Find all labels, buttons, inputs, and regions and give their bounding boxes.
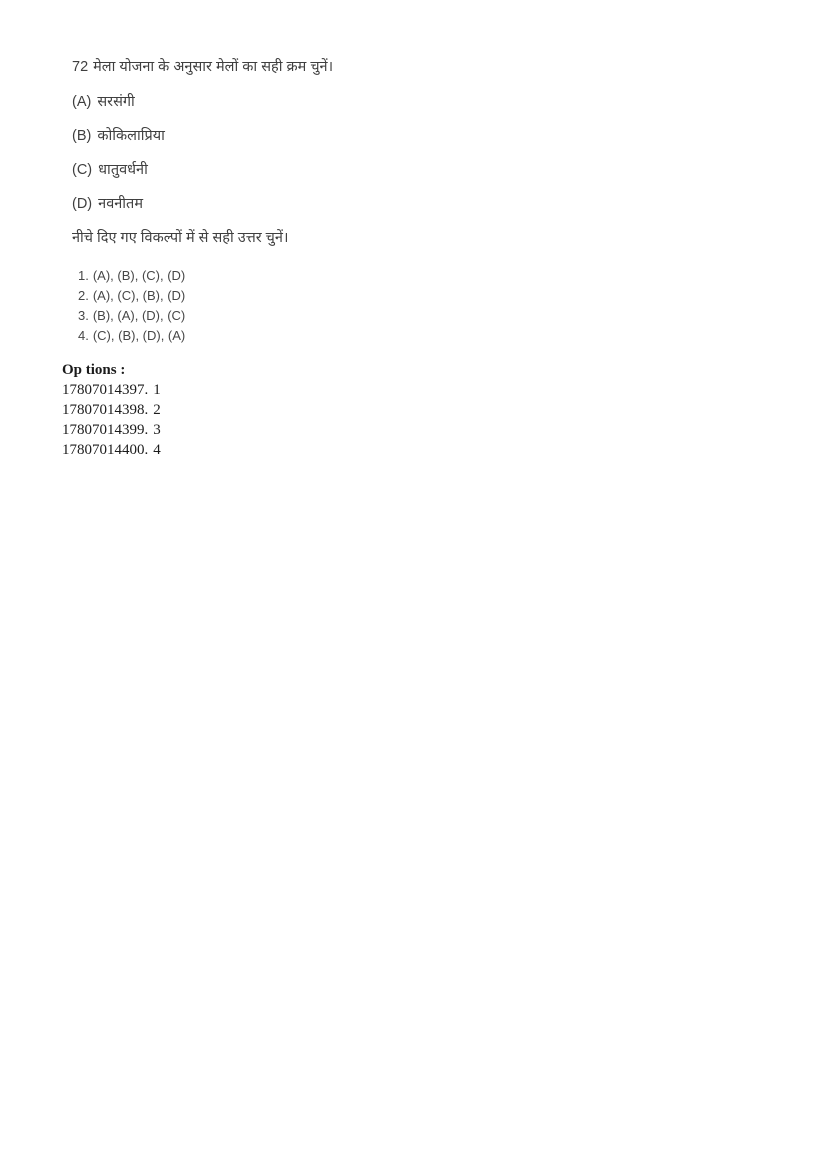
choice-item-1 bbox=[78, 266, 826, 286]
option-label-b: (B) bbox=[72, 128, 92, 144]
option-text-c: धातुवर्धनी bbox=[98, 162, 148, 178]
choice-number-2: 2. bbox=[78, 288, 89, 303]
answer-option-row-1 bbox=[62, 380, 826, 400]
answer-option-row-2 bbox=[62, 400, 826, 420]
option-text-d: नवनीतम bbox=[98, 196, 143, 212]
instruction-text: नीचे दिए गए विकल्पों में से सही उत्तर चुनें। bbox=[72, 230, 289, 246]
option-text-a: सरसंगी bbox=[97, 94, 135, 110]
option-label-d: (D) bbox=[72, 196, 93, 212]
option-text-b: कोकिलाप्रिया bbox=[97, 128, 165, 144]
option-item-c bbox=[72, 163, 826, 178]
question-number: 72 bbox=[72, 59, 89, 75]
choice-number-3: 3. bbox=[78, 308, 89, 323]
options-heading: Op tions : bbox=[62, 362, 126, 378]
choice-text-4: (C), (B), (D), (A) bbox=[92, 328, 186, 343]
choice-item-4 bbox=[78, 326, 826, 346]
answer-option-id-4: 17807014400. bbox=[62, 442, 149, 458]
question-text: मेला योजना के अनुसार मेलों का सही क्रम चुनें। bbox=[93, 59, 334, 75]
option-item-a bbox=[72, 95, 826, 110]
option-item-d bbox=[72, 197, 826, 212]
choice-text-1: (A), (B), (C), (D) bbox=[92, 268, 186, 283]
choice-number-4: 4. bbox=[78, 328, 89, 343]
choice-item-2 bbox=[78, 286, 826, 306]
answer-option-value-4: 4 bbox=[153, 442, 161, 458]
answer-option-value-1: 1 bbox=[153, 382, 161, 398]
option-label-c: (C) bbox=[72, 162, 93, 178]
question-text-line bbox=[72, 60, 826, 75]
answer-option-id-3: 17807014399. bbox=[62, 422, 149, 438]
choice-text-2: (A), (C), (B), (D) bbox=[92, 288, 186, 303]
answer-option-id-2: 17807014398. bbox=[62, 402, 149, 418]
choice-text-3: (B), (A), (D), (C) bbox=[92, 308, 186, 323]
answer-option-value-2: 2 bbox=[153, 402, 161, 418]
answer-option-value-3: 3 bbox=[153, 422, 161, 438]
options-block bbox=[62, 360, 826, 460]
answer-option-id-1: 17807014397. bbox=[62, 382, 149, 398]
answer-option-row-4 bbox=[62, 440, 826, 460]
choice-number-1: 1. bbox=[78, 268, 89, 283]
option-label-a: (A) bbox=[72, 94, 92, 110]
choice-item-3 bbox=[78, 306, 826, 326]
question-block bbox=[0, 0, 826, 460]
answer-option-row-3 bbox=[62, 420, 826, 440]
choice-list bbox=[78, 266, 826, 346]
option-item-b bbox=[72, 129, 826, 144]
